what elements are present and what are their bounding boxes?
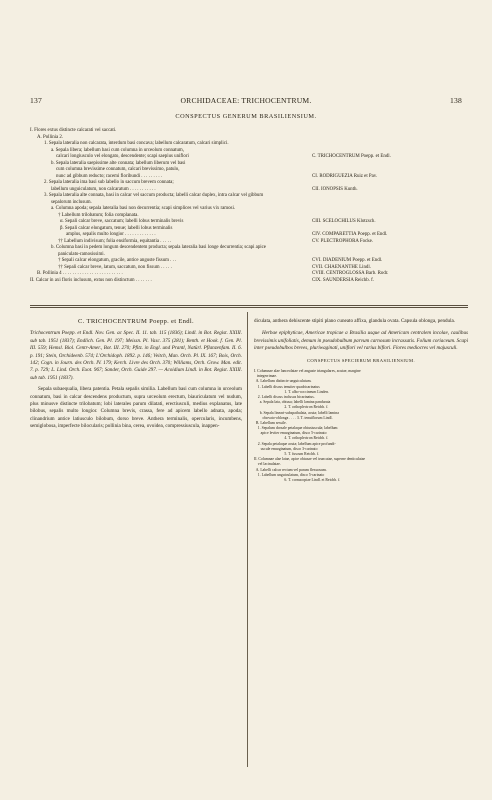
- species-key-line: A. Labellum distincte unguiculatum.: [254, 379, 312, 384]
- species-key-line: A. Labelli calcar rectum vel parum flexuosum.: [254, 467, 327, 472]
- key-line-text: cum columna brevissime connatum, calcari brevissimo, patulo,: [56, 167, 180, 172]
- species-key-line: obovato-oblonga . . . . 3. T. tenuiflorum Lindl.: [254, 415, 333, 420]
- species-key-line: vel lacinulatae.: [254, 462, 281, 467]
- key-line-text: II. Calcar in axi floris inclusum, extus non distinctum . . . . . . .: [30, 277, 152, 283]
- key-line-genus: CVIII. CENTROGLOSSA Barb. Rodr.: [312, 271, 389, 276]
- genus-heading: C. TRICHOCENTRUM Poepp. et Endl.: [78, 318, 194, 325]
- species-key-line: b. Sepala lineari-subspathulata, acuta; labelli lamina: [254, 410, 339, 415]
- right-column: [254, 318, 468, 483]
- divider-rule: [30, 305, 468, 306]
- key-line-text: b. Sepala lateralia saepissime alte connata; labellum liberum vel basi: [51, 160, 186, 166]
- species-key-line: uscule emarginatum, disco 3-carinato: [254, 446, 318, 451]
- conspectus-specierum-title: CONSPECTUS SPECIERUM BRASILIENSIUM.: [306, 357, 416, 363]
- species-key-line: 4. T. orthoplectron Reichb. f.: [254, 436, 329, 441]
- key-line: [30, 278, 468, 285]
- key-line-text: a. Sepala libera; labellum basi cum columna in urceolum connatum,: [51, 147, 184, 153]
- species-key-line: B. Labellum sessile.: [254, 420, 287, 425]
- left-column: [30, 318, 242, 431]
- key-line-text: 3. Sepala lateralia alte connata, basi in calcar vel saccum producta; labelli calcar duplex, intra calcar vel gibbum: [44, 193, 264, 198]
- key-line-text: A. Pollinia 2.: [37, 134, 64, 140]
- species-key-line: I. Columnae alae lanceolatae vel anguste triangulares, acutae, margine: [254, 369, 361, 374]
- species-key-line: 1. Labellum unguiculatum, disco 5-carinato: [254, 472, 325, 477]
- running-title: ORCHIDACEAE: TRICHOCENTRUM.: [180, 96, 312, 105]
- species-key-line: 2. T. orthoplectron Reichb. f.: [254, 405, 329, 410]
- species-key-line: 6. T. cornucopiae Lindl. et Reichb. f.: [254, 477, 341, 482]
- key-line-text: paniculato-ramosissimi.: [58, 251, 105, 257]
- key-line-text: † Sepali calcar elongatum, gracile, antice anguste fissum . . .: [58, 258, 177, 263]
- species-key-line: 1. Labelli discus tenuiter quadricarinatus: [254, 384, 320, 389]
- divider-rule-double: [30, 307, 468, 308]
- key-line-text: nunc ad gibbum reducto; racemi floribundi . . . . . . . . .: [56, 173, 163, 179]
- key-line-genus: C. TRICHOCENTRUM Poepp. et Endl.: [312, 154, 391, 159]
- running-head: [30, 96, 462, 108]
- species-key: [254, 369, 468, 483]
- key-line-text: † Labellum trilobatum; folia complanata.: [58, 212, 139, 218]
- key-line-text: 1. Sepala lateralia non calcarata, interdum basi concava; labellum calcaratum, calcari simplici.: [44, 141, 229, 146]
- habitat-paragraph: Herbae epiphyticae, Americae tropicae a Brasilia usque ad Americam centralem incolae, caulibus brevissimis unifoliatis, demum in pseudobulbum parvum carnosum incrassatis. Folium coriaceum. Scapi inter pseudobulbos breves, pluriwaginati, uniflori vel rarius biflori. Flores mediocres vel majusculi.: [254, 330, 468, 352]
- key-line-text: †† Sepali calcar breve, latum, saccatum, non fissum . . . . .: [58, 264, 172, 270]
- species-key-line: 2. Sepala petalaque acuta; labellum apice profundi-: [254, 441, 336, 446]
- genus-description: Sepala subaequalia, libera patentia. Petala sepalis similia. Labellum basi cum columna in urceolum connatum, basi in calcar descendens productum, supra urceolum erectum, biauriculatum vel nudum, plus minusve distincte trilobatum; lobi laterales parum dilatati, erectiusculi, medius explanatus, late bilobus, sepalis multo longior. Columna brevis, crassa, fere ad apicem labello adnata, apoda; clinandrium antice latiusculo bilobum, dorso breve. Anthera terminalis, opercularis, incumbens, semiglobosa, imperfecte bilocularis; pollinia bina, cerea, ovoidea, compressiuscula, inappen-: [30, 386, 242, 430]
- species-key-line: apice leviter emarginatum, disco 5-carinato: [254, 431, 327, 436]
- species-key-line: 5. T. fuscum Reichb. f.: [254, 452, 320, 457]
- key-line-genus: CIX. SAUNDERSIA Reichb. f.: [312, 277, 374, 283]
- key-line-genus: CV. PLECTROPHORA Focke.: [312, 238, 374, 244]
- key-line-genus: CII. IONOPSIS Kunth.: [312, 186, 358, 192]
- key-line-text: B. Pollinia 4 . . . . . . . . . . . . . . . . . . . . . . . . .: [37, 271, 123, 276]
- description-continuation: diculata, anthera dehiscente stipiti plano cuneato affixa, glandula ovata. Capsula oblonga, pendula.: [254, 318, 456, 324]
- key-line-genus: CVII. CHAENANTHE Lindl.: [312, 264, 371, 270]
- key-line-text: b. Columna basi in pedem longum descendentem producta; sepala lateralia basi longe decurrentia; scapi apice: [51, 245, 266, 250]
- page-number-right: 138: [450, 96, 462, 105]
- key-line-genus: CVI. DIADENIUM Poepp. et Endl.: [312, 258, 383, 263]
- key-line-text: α. Sepali calcar breve, saccatum; labelli lobus terminalis brevis: [60, 219, 184, 224]
- species-key-line: II. Columnae alae latae, apice obtusae vel truncatae, superne denticulatae: [254, 457, 366, 462]
- species-key-line: a. Sepala lata, obtusa; labelli lamina pandurata: [254, 400, 331, 405]
- genus-key: [30, 128, 468, 284]
- key-line-text: labellum unguiculatum, non calcaratum . . . . . . . . . . .: [51, 186, 156, 192]
- key-line-genus: CIV. COMPARETTIA Poepp. et Endl.: [312, 232, 388, 237]
- key-line-text: calcari longiusculo vel elongato, descendente; scapi saepius uniflori: [56, 154, 189, 159]
- key-line-text: †† Labellum indivisum; folia ensiformia, equitantia . . . . .: [58, 238, 172, 244]
- conspectus-generum-title: CONSPECTUS GENERUM BRASILIENSIUM.: [175, 113, 317, 120]
- key-line-text: β. Sepali calcar elongatum, tenue; labelli lobus terminalis: [60, 225, 173, 231]
- key-line-text: I. Flores extus distincte calcarati vel saccati.: [30, 128, 117, 133]
- column-divider: [247, 312, 248, 767]
- species-key-line: integerrimae.: [254, 374, 277, 379]
- key-line-text: amplus, sepalis multo longior . . . . . . . . . . . . .: [66, 232, 156, 237]
- key-line-genus: CIII. SCELOCHILUS Klotzsch.: [312, 219, 376, 224]
- species-key-line: 1. T. albo-coccineum Linden.: [254, 389, 329, 394]
- page-number-left: 137: [30, 96, 42, 105]
- species-key-line: 2. Labelli discus inclusus bicarinatus.: [254, 394, 315, 399]
- species-key-line: 1. Sepalum dorsale petalaque obtusiuscula; labellum: [254, 426, 338, 431]
- key-line-genus: CI. RODRIGUEZIA Ruiz et Pav.: [312, 173, 378, 179]
- key-line-text: a. Columna apoda; sepala lateralia basi non decurrentia; scapi simplices vel varius vix ramosi.: [51, 206, 236, 211]
- key-line-text: sepalorum inclusum.: [51, 199, 92, 205]
- genus-citation: Trichocentrum Poepp. et Endl. Nov. Gen. ac Spec. II. 11. tab. 115 (1836); Lindl. in Bot. Regist. XXIII. sub tab. 1951 (1837); Endlich. Gen. Pl. 197; Meissn. Pl. Vasc. 375 (281); Benth. et Hook. f. Gen. Pl. III. 559; Hemsl. Biol. Centr-Amer., Bot. III. 270; Pfitz. in Engl. und Prantl, Natürl. Pflanzenfam. II. 6. p. 191; Stein, Orchideenb. 574; L'Orchidoph. 1892. p. 146; Veitch, Man. Orch. Pl. IX. 167; Bois, Orch. 142; Cogn. in Journ. des Orch. IV. 179; Kerch. Livre des Orch. 370; Williams, Orch. Grow. Man. edit. 7. p. 729; L. Lind. Orch. Exot. 967; Sander, Orch. Guide 297. — Acoidium Lindl. in Bot. Regist. XXIII. sub tab. 1951 (1837).: [30, 330, 242, 381]
- key-line-text: 2. Sepala lateralia ima basi sub labello in saccum brevem connata;: [44, 180, 174, 185]
